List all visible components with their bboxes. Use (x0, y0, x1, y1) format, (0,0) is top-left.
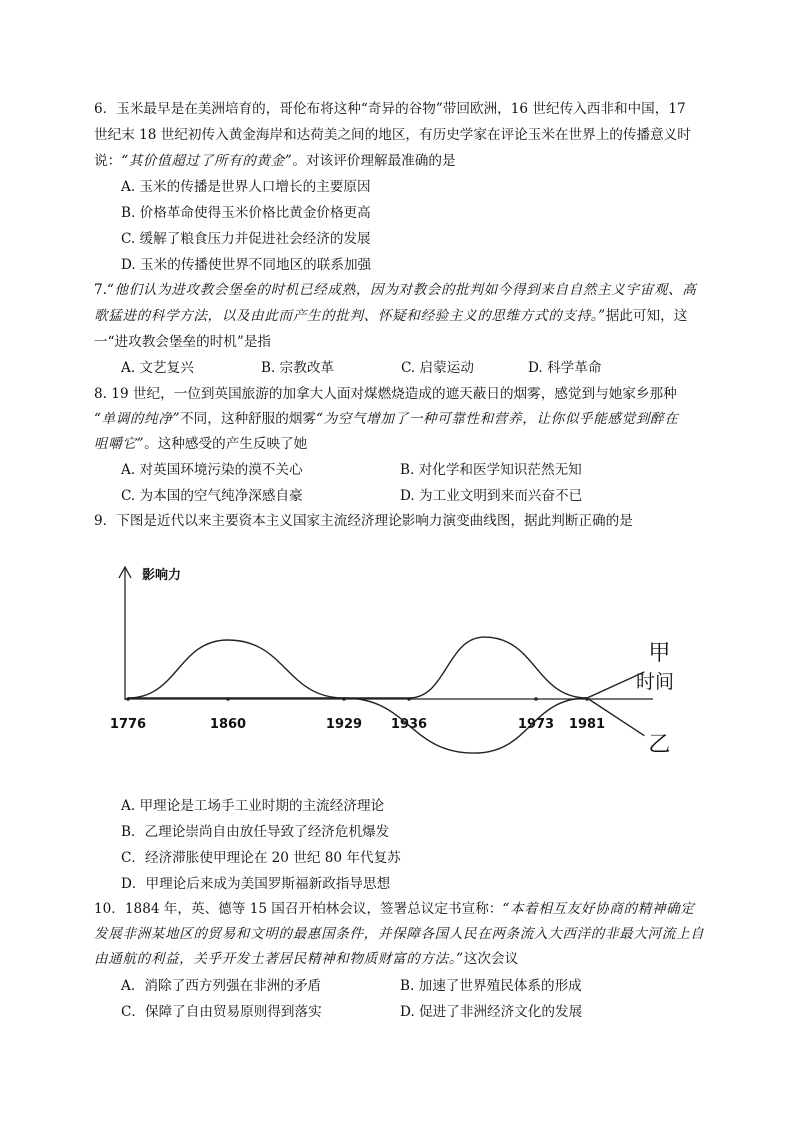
q7-stem-line3: 一“进攻教会堡垒的时机”是指 (94, 334, 272, 350)
q7-stem-line1 (94, 281, 696, 299)
x-tick (534, 697, 538, 701)
x-tick-label: 1776 (109, 717, 147, 732)
q10-quote-3: 由通航的利益，关乎开发土著居民精神和物质财富的方法。” (94, 951, 464, 967)
q8-option-c: C. 为本国的空气纯净深感自豪 (121, 488, 303, 504)
q8-stem-line3 (94, 435, 307, 453)
q10-option-b: B. 加速了世界殖民体系的形成 (400, 978, 582, 994)
q7-option-c: C. 启蒙运动 (401, 360, 474, 376)
q7-option-a: A. 文艺复兴 (121, 360, 194, 376)
q7-option-d: D. 科学革命 (528, 360, 602, 376)
q6-option-d: D. 玉米的传播使世界不同地区的联系加强 (121, 257, 372, 273)
q6-stem-line3 (94, 152, 456, 170)
q8-quote-3: 咀嚼它” (94, 436, 145, 452)
q7-option-b: B. 宗教改革 (261, 360, 335, 376)
q6-stem-line1: 6．玉米最早是在美洲培育的，哥伦布将这种“奇异的谷物”带回欧洲，16 世纪传入西非和中国，17 (94, 101, 686, 117)
q9-stem: 9．下图是近代以来主要资本主义国家主流经济理论影响力演变曲线图，据此判断正确的是 (94, 513, 633, 529)
q6-option-b: B. 价格革命使得玉米价格比黄金价格更高 (121, 205, 371, 221)
q7-stem-line2 (94, 307, 687, 325)
q7-number: 7. (94, 282, 107, 298)
q8-stem-line2 (94, 410, 678, 428)
q8-option-b: B. 对化学和医学知识茫然无知 (400, 462, 582, 478)
q8-stem-tail: 。这种感受的产生反映了她 (144, 436, 308, 452)
q10-stem-line2 (94, 925, 704, 943)
series-line-1 (128, 637, 644, 698)
q10-stem-line1 (94, 900, 694, 918)
x-tick-label: 1936 (390, 717, 428, 732)
q9-option-a: A. 甲理论是工场手工业时期的主流经济理论 (121, 798, 385, 814)
q7-stem-tail: 据此可知，这 (605, 308, 688, 324)
q8-option-d: D. 为工业文明到来而兴奋不已 (400, 488, 583, 504)
q6-option-c: C. 缓解了粮食压力并促进社会经济的发展 (121, 231, 371, 247)
q6-option-a: A. 玉米的传播是世界人口增长的主要原因 (121, 179, 371, 195)
q6-quote: “其价值超过了所有的黄金” (121, 153, 293, 169)
q10-option-c: C．保障了自由贸易原则得到落实 (121, 1004, 322, 1020)
x-tick-label: 1973 (517, 717, 555, 732)
q10-quote-1: “本着相互友好协商的精神确定 (502, 901, 695, 917)
q7-quote-1: “他们认为进攻教会堡垒的时机已经成熟，因为对教会的批判如今得到来自自然主义宇宙观、高 (106, 282, 697, 298)
q8-option-a: A. 对英国环境污染的漠不关心 (121, 462, 303, 478)
q6-stem-line2: 世纪末 18 世纪初传入黄金海岸和达荷美之间的地区，有历史学家在评论玉米在世界上的传播意义时 (94, 127, 691, 143)
x-axis-label: 时间 (636, 671, 675, 693)
q10-option-a: A．消除了西方列强在非洲的矛盾 (121, 978, 322, 994)
q8-quote-2: “为空气增加了一种可靠性和营养，让你似乎能感觉到醉在 (316, 411, 679, 427)
influence-chart (108, 560, 718, 770)
q10-stem-line3 (94, 950, 518, 968)
series-line-2 (128, 698, 644, 753)
q10-quote-2: 发展非洲某地区的贸易和文明的最惠国条件，并保障各国人民在两条流入大西洋的非最大河流上自 (94, 926, 705, 942)
q10-option-d: D. 促进了非洲经济文化的发展 (400, 1004, 583, 1020)
q8-quote-1: “单调的纯净” (94, 411, 181, 427)
series-label-2: 乙 (648, 732, 671, 758)
q9-option-b: B．乙理论崇尚自由放任导致了经济危机爆发 (121, 824, 390, 840)
q7-quote-2: 歌猛进的科学方法，以及由此而产生的批判、怀疑和经验主义的思维方式的支持。” (94, 308, 606, 324)
q8-stem-line1: 8. 19 世纪，一位到英国旅游的加拿大人面对煤燃烧造成的遮天蔽日的烟雾，感觉到与她家乡那种 (94, 386, 677, 402)
x-tick-label: 1929 (325, 717, 363, 732)
q10-stem-text: 10．1884 年，英、德等 15 国召开柏林会议，签署总议定书宣称： (94, 901, 503, 917)
y-axis-label: 影响力 (142, 568, 182, 583)
q9-option-d: D．甲理论后来成为美国罗斯福新政指导思想 (121, 876, 391, 892)
q6-stem-tail: 。对该评价理解最准确的是 (292, 153, 456, 169)
x-tick-label: 1860 (209, 717, 247, 732)
q6-stem-text: 说： (94, 153, 122, 169)
series-label-1: 甲 (648, 640, 671, 666)
q9-option-c: C．经济滞胀使甲理论在 20 世纪 80 年代复苏 (121, 850, 401, 866)
q8-stem-mid: 不同，这种舒服的烟雾 (180, 411, 317, 427)
x-tick-label: 1981 (568, 717, 606, 732)
q10-stem-tail: 这次会议 (463, 951, 519, 967)
